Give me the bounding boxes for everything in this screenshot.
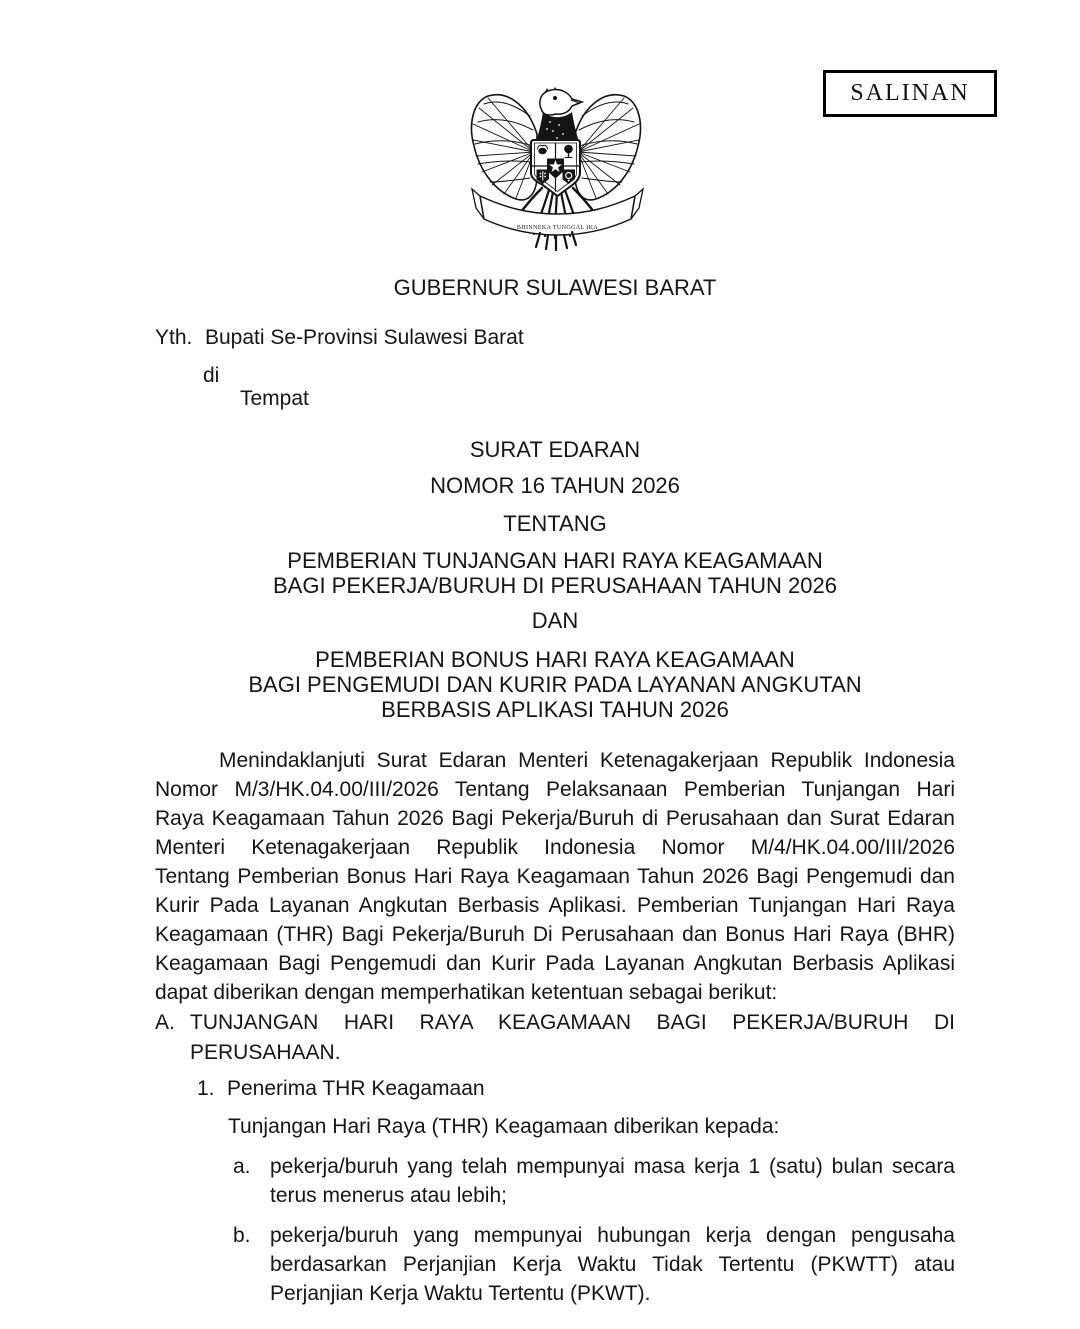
item-1-intro: Tunjangan Hari Raya (THR) Keagamaan diberikan kepada:: [228, 1115, 780, 1138]
salinan-stamp: [823, 70, 997, 117]
recipient-salutation: Yth.: [155, 326, 193, 349]
salinan-stamp-label: SALINAN: [850, 80, 970, 106]
subitem-b-text: pekerja/buruh yang mempunyai hubungan kerja dengan pengusaha berdasarkan Perjanjian Kerja Waktu Tidak Tertentu (PKWTT) atau Perjanjian Kerja Waktu Tertentu (PKWT).: [270, 1224, 955, 1305]
doc-subject-2: PEMBERIAN BONUS HARI RAYA KEAGAMAAN BAGI PENGEMUDI DAN KURIR PADA LAYANAN ANGKUTAN BERBASIS APLIKASI TAHUN 2026: [248, 647, 862, 722]
opening-paragraph: Menindaklanjuti Surat Edaran Menteri Ketenagakerjaan Republik Indonesia Nomor M/3/HK.04.00/III/2026 Tentang Pelaksanaan Pemberian Tunjangan Hari Raya Keagamaan Tahun 2026 Bagi Pekerja/Buruh di Perusahaan dan Surat Edaran Menteri Ketenagakerjaan Republik Indonesia Nomor M/4/HK.04.00/III/2026 Tentang Pemberian Bonus Hari Raya Keagamaan Tahun 2026 Bagi Pengemudi dan Kurir Pada Layanan Angkutan Berbasis Aplikasi. Pemberian Tunjangan Hari Raya Keagamaan (THR) Bagi Pekerja/Buruh Di Perusahaan dan Bonus Hari Raya (BHR) Keagamaan Bagi Pengemudi dan Kurir Pada Layanan Angkutan Berbasis Aplikasi dapat diberikan dengan memperhatikan ketentuan sebagai berikut:: [155, 749, 955, 1004]
eagle-head: [540, 87, 582, 115]
recipient-place: Tempat: [240, 387, 309, 410]
doc-subject-1: PEMBERIAN TUNJANGAN HARI RAYA KEAGAMAAN BAGI PEKERJA/BURUH DI PERUSAHAAN TAHUN 2026: [272, 548, 837, 598]
subitem-b-label: b.: [233, 1224, 251, 1247]
subitem-b: [233, 1221, 955, 1308]
doc-about-label: TENTANG: [503, 511, 607, 536]
item-1: [197, 1074, 485, 1103]
subitem-a-text: pekerja/buruh yang telah mempunyai masa kerja 1 (satu) bulan secara terus menerus atau lebih;: [270, 1155, 955, 1207]
section-a-label: A.: [155, 1011, 175, 1034]
doc-conjunction: DAN: [531, 608, 579, 633]
subitem-a-label: a.: [233, 1155, 251, 1178]
garuda-pancasila-emblem: [470, 84, 645, 252]
section-a: [155, 1008, 955, 1067]
motto-text: BHINNEKA TUNGGAL IKA: [516, 225, 599, 231]
letterhead-title: GUBERNUR SULAWESI BARAT: [393, 275, 717, 300]
item-1-title: Penerima THR Keagamaan: [227, 1077, 485, 1100]
doc-type-title: SURAT EDARAN: [469, 437, 641, 462]
wing-left: [472, 95, 537, 200]
subitem-a: [233, 1152, 955, 1210]
doc-number: NOMOR 16 TAHUN 2026: [430, 473, 680, 498]
recipient-line: [155, 325, 524, 351]
wing-right: [575, 95, 640, 200]
section-a-heading: TUNJANGAN HARI RAYA KEAGAMAAN BAGI PEKERJA/BURUH DI PERUSAHAAN.: [190, 1011, 955, 1064]
recipient-addressee: Bupati Se-Provinsi Sulawesi Barat: [205, 326, 524, 349]
recipient-preposition: di: [203, 364, 220, 387]
item-1-label: 1.: [197, 1077, 215, 1100]
